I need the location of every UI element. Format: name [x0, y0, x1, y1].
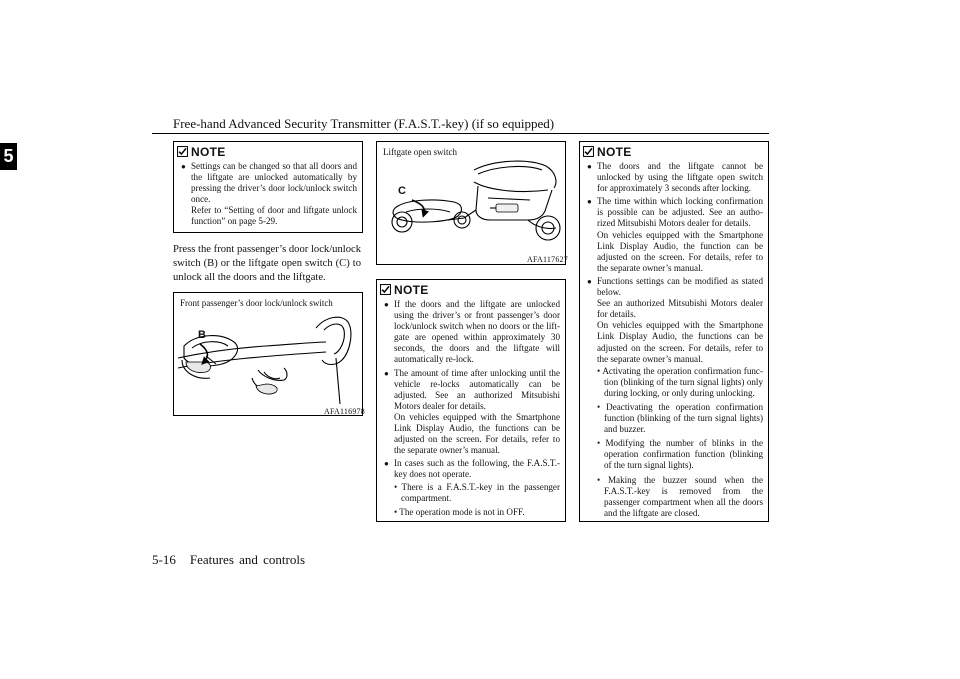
door-switch-illustration: [176, 308, 360, 406]
note-label: NOTE: [394, 282, 429, 297]
figure-code: AFA117627: [527, 255, 568, 264]
right-note-box: [579, 141, 769, 522]
note-sub-item: • Modifying the number of blinks in the operation confirmation function (blinking of the turn signal lights).: [597, 438, 763, 471]
page-header-title: Free-hand Advanced Security Transmitter (F.A.S.T.-key) (if so equipped): [173, 116, 555, 131]
header-rule: [152, 133, 769, 134]
figure-caption: Liftgate open switch: [383, 147, 457, 157]
callout-c-label: C: [398, 185, 406, 197]
note-bullet-item: [384, 299, 560, 366]
note-paragraph: ● The time within which locking confirmation is possible can be adjusted. See an autho-rized Mitsubishi Motors dealer for details.: [597, 196, 763, 229]
note-bullet-item: [181, 161, 357, 228]
note-paragraph: ● Settings can be changed so that all doors and the liftgate are unlocked automatically by pressing the driver’s door lock/unlock switch once.: [191, 161, 357, 205]
note-sub-item: • Deactivating the operation confirmation function (blinking of the turn signal lights) and buzzer.: [597, 401, 763, 435]
note-check-icon: [583, 146, 594, 157]
note-paragraph: Refer to “Setting of door and liftgate unlock function” on page 5-29.: [191, 205, 357, 227]
note-heading: [583, 144, 768, 159]
note-label: NOTE: [191, 144, 226, 159]
note-paragraph: ● The amount of time after unlocking until the vehicle re-locks automatically can be adjusted. See an authorized Mitsubishi Motors dealer for details.: [394, 367, 560, 411]
figure-caption: Front passenger’s door lock/unlock switch: [180, 298, 333, 308]
liftgate-illustration: [378, 150, 564, 258]
note-paragraph: See an authorized Mitsubishi Motors dealer for details.: [597, 298, 763, 320]
note-list: [580, 161, 768, 519]
note-heading: [177, 144, 362, 159]
note-list: [377, 299, 565, 518]
note-heading: [380, 282, 565, 297]
note-sub-item: • The operation mode is not in OFF.: [394, 506, 525, 517]
note-bullet-item: [587, 276, 763, 519]
note-paragraph: On vehicles equipped with the Smartphone Link Display Audio, the function can be adjusted on the screen. For details, refer to the separate owner’s manual.: [597, 229, 763, 273]
left-note-box: [173, 141, 363, 233]
note-paragraph: ● If the doors and the liftgate are unlocked using the driver’s or front passenger’s door lock/unlock switch when no doors or the lift-gate are opened within approximately 30 seconds, the doors and the liftgate will automatically re-lock.: [394, 299, 560, 365]
note-sub-list: [597, 366, 763, 519]
note-sub-list: [394, 482, 560, 518]
note-check-icon: [177, 146, 188, 157]
note-bullet-item: [384, 458, 560, 517]
page-number: 5-16: [152, 552, 176, 567]
figure-code: AFA116978: [324, 407, 365, 416]
page-footer: [152, 552, 305, 568]
note-sub-item: • Making the buzzer sound when the F.A.S.T.-key is removed from the passenger compartment when all the doors and the liftgate are closed.: [597, 474, 763, 518]
note-list: [174, 161, 362, 228]
note-bullet-item: [384, 368, 560, 457]
note-check-icon: [380, 284, 391, 295]
note-paragraph: ● The doors and the liftgate cannot be unlocked by using the liftgate open switch for approximately 3 seconds after locking.: [597, 161, 763, 194]
note-paragraph: On vehicles equipped with the Smartphone Link Display Audio, the functions can be adjusted on the screen. For details, refer to the separate owner’s manual.: [597, 320, 763, 364]
note-sub-item: • There is a F.A.S.T.-key in the passenger compartment.: [394, 481, 560, 503]
note-paragraph: On vehicles equipped with the Smartphone Link Display Audio, the functions can be adjusted on the screen. For details, refer to the separate owner’s manual.: [394, 411, 560, 456]
body-paragraph: Press the front passenger’s door lock/unlock switch (B) or the liftgate open switch (C) to unlock all the doors and the liftgate.: [173, 244, 361, 284]
middle-note-box: [376, 279, 566, 522]
note-sub-item: • Activating the operation confirmation func-tion (blinking of the turn signal lights) only during locking, or only during unlocking.: [597, 365, 763, 398]
footer-section-name: Features and controls: [189, 552, 306, 567]
note-paragraph: ● In cases such as the following, the F.A.S.T.-key does not operate.: [394, 458, 560, 480]
note-label: NOTE: [597, 144, 632, 159]
note-bullet-item: [587, 196, 763, 274]
note-bullet-item: [587, 161, 763, 194]
callout-b-label: B: [198, 329, 206, 341]
section-tab: 5: [0, 143, 17, 170]
note-paragraph: ● Functions settings can be modified as stated below.: [597, 275, 763, 298]
